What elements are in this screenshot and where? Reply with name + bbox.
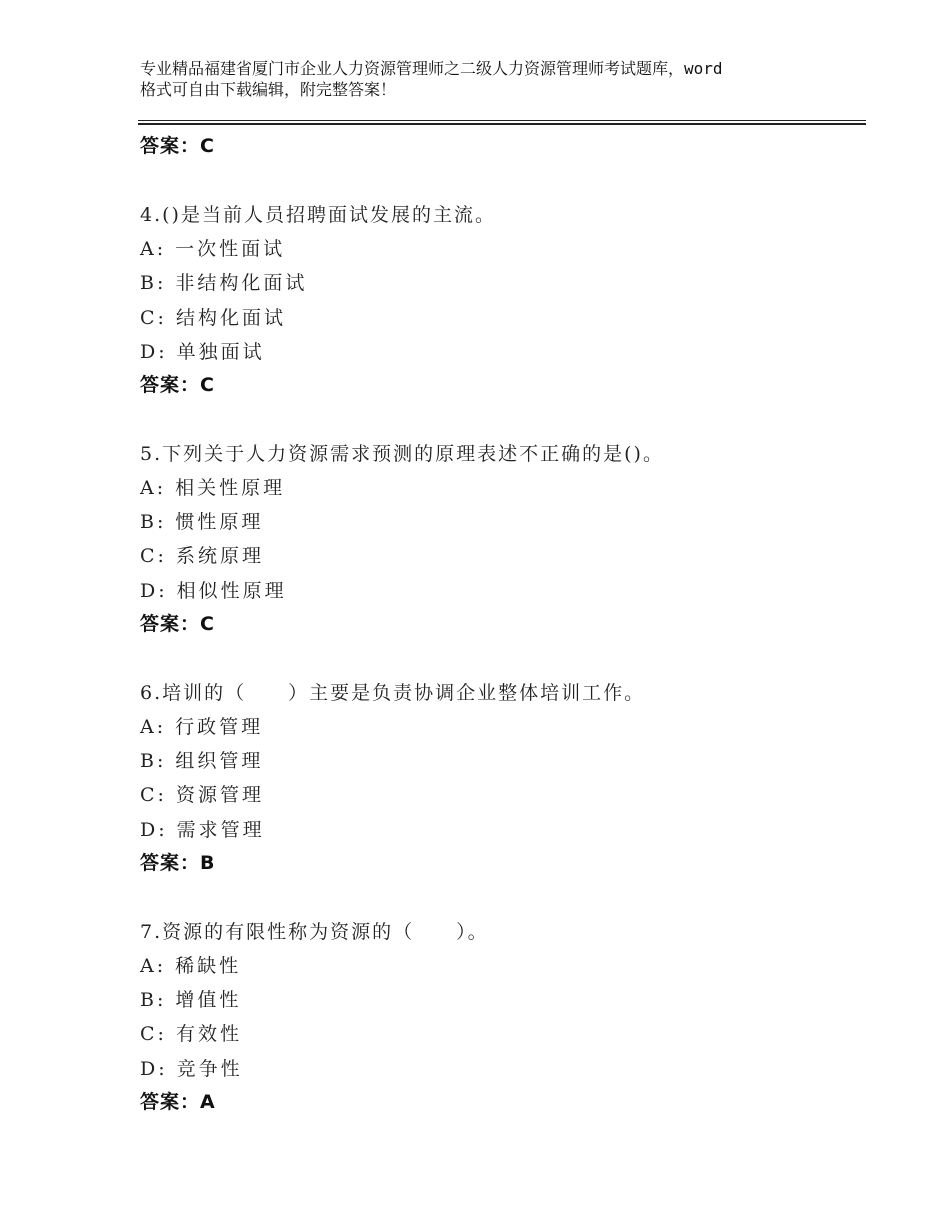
question-7-text: 7.资源的有限性称为资源的（ ）。 bbox=[140, 921, 489, 943]
question-7-option-c: C: 有效性 bbox=[140, 1023, 242, 1045]
question-5-option-a: A: 相关性原理 bbox=[140, 477, 286, 499]
question-5-option-d: D: 相似性原理 bbox=[140, 580, 287, 602]
question-6-option-a: A: 行政管理 bbox=[140, 716, 264, 738]
question-4-option-d: D: 单独面试 bbox=[140, 341, 265, 363]
question-5-answer: 答案：C bbox=[140, 613, 215, 635]
question-4-option-c: C: 结构化面试 bbox=[140, 307, 286, 329]
question-6-option-c: C: 资源管理 bbox=[140, 784, 264, 806]
header-line-2: 格式可自由下载编辑，附完整答案！ bbox=[140, 80, 397, 99]
question-6-option-d: D: 需求管理 bbox=[140, 819, 265, 841]
question-6-answer: 答案：B bbox=[140, 852, 216, 874]
question-7-answer: 答案：A bbox=[140, 1091, 216, 1113]
question-6-text: 6.培训的（ ）主要是负责协调企业整体培训工作。 bbox=[140, 682, 646, 704]
question-4-answer: 答案：C bbox=[140, 374, 215, 396]
header-line-1: 专业精品福建省厦门市企业人力资源管理师之二级人力资源管理师考试题库，word bbox=[140, 59, 723, 78]
document-header bbox=[140, 58, 830, 100]
question-5-option-c: C: 系统原理 bbox=[140, 545, 264, 567]
header-divider-thick bbox=[138, 123, 866, 125]
header-divider-thin bbox=[138, 120, 866, 121]
question-4-option-a: A: 一次性面试 bbox=[140, 238, 286, 260]
previous-answer: 答案：C bbox=[140, 135, 215, 157]
question-6-option-b: B: 组织管理 bbox=[140, 750, 264, 772]
question-4-text: 4.()是当前人员招聘面试发展的主流。 bbox=[140, 204, 496, 226]
question-4-option-b: B: 非结构化面试 bbox=[140, 272, 308, 294]
question-7-option-d: D: 竞争性 bbox=[140, 1058, 243, 1080]
question-7-option-b: B: 增值性 bbox=[140, 989, 242, 1011]
question-7-option-a: A: 稀缺性 bbox=[140, 955, 242, 977]
question-5-text: 5.下列关于人力资源需求预测的原理表述不正确的是()。 bbox=[140, 443, 664, 465]
question-5-option-b: B: 惯性原理 bbox=[140, 511, 264, 533]
